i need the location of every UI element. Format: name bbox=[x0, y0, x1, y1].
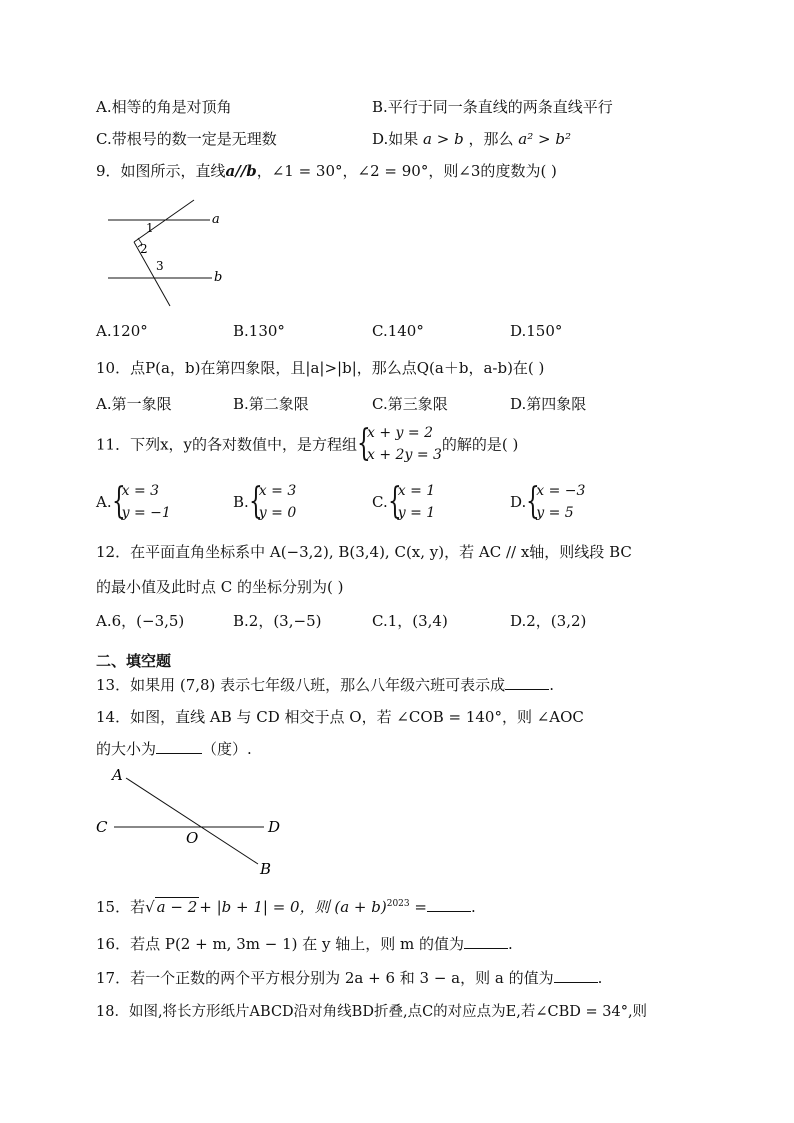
q9-option-b: B.130° bbox=[233, 322, 285, 340]
q15-radicand: a − 2 bbox=[156, 898, 198, 916]
q8-option-b: B.平行于同一条直线的两条直线平行 bbox=[372, 98, 613, 116]
q10-stem: 10．点P(a，b)在第四象限，且|a|>|b|，那么点Q(a＋b，a-b)在( ) bbox=[96, 359, 545, 377]
q15-mid: + |b + 1| = 0，则 (a + b) bbox=[199, 898, 387, 916]
q11-stem bbox=[96, 422, 518, 466]
q9-option-c: C.140° bbox=[372, 322, 424, 340]
q11-option-d: D. { x = −3 y = 5 bbox=[510, 481, 586, 522]
q11-eq2: x + 2y = 3 bbox=[367, 447, 442, 463]
q18-stem: 18．如图,将长方形纸片ABCD沿对角线BD折叠,点C的对应点为E,若∠CBD = 34°,则 bbox=[96, 1004, 648, 1020]
q11-eq1: x + y = 2 bbox=[367, 425, 434, 441]
q16 bbox=[96, 933, 513, 954]
q10-option-a: A.第一象限 bbox=[96, 395, 172, 413]
q9-label-b: b bbox=[214, 270, 223, 285]
q13-stem: 13．如果用 (7,8) 表示七年级八班，那么八年级六班可表示成 bbox=[96, 676, 506, 694]
q8-option-d-res: a² > b² bbox=[518, 130, 571, 148]
q17-answer-blank[interactable] bbox=[554, 968, 598, 983]
q9-figure bbox=[100, 192, 240, 310]
q11-stem-post: 的解的是( ) bbox=[441, 435, 519, 454]
q8-option-c: C.带根号的数一定是无理数 bbox=[96, 130, 277, 148]
q14-line2 bbox=[96, 738, 252, 759]
q9-label-a: a bbox=[212, 212, 220, 227]
q15-answer-blank[interactable] bbox=[427, 897, 471, 912]
q10-option-b: B.第二象限 bbox=[233, 395, 309, 413]
q16-end: . bbox=[508, 935, 513, 953]
q17 bbox=[96, 967, 602, 988]
q9-stem bbox=[96, 160, 557, 181]
section-title-fill-in: 二、填空题 bbox=[96, 652, 172, 670]
q14-figure bbox=[92, 764, 292, 880]
q15-end: . bbox=[470, 898, 476, 916]
q14-answer-blank[interactable] bbox=[156, 739, 202, 754]
q9-transversal-1 bbox=[134, 200, 194, 242]
q12-option-d: D.2，(3,2) bbox=[510, 612, 587, 630]
q14-label-c: C bbox=[96, 818, 108, 836]
q8-option-d bbox=[372, 128, 571, 149]
q15-sqrt-sign: √ bbox=[145, 898, 155, 916]
q16-stem: 16．若点 P(2 + m, 3m − 1) 在 y 轴上，则 m 的值为 bbox=[96, 935, 465, 953]
q8-option-d-pre: D.如果 bbox=[372, 130, 419, 148]
q14-label-d: D bbox=[268, 818, 281, 836]
q13 bbox=[96, 674, 554, 695]
q10-option-d: D.第四象限 bbox=[510, 395, 587, 413]
q11-option-a: A. { x = 3 y = −1 bbox=[96, 481, 171, 522]
q14-line1: 14．如图，直线 AB 与 CD 相交于点 O，若 ∠COB = 140°，则 ∠AOC bbox=[96, 708, 584, 726]
q11-option-b: B. { x = 3 y = 0 bbox=[233, 481, 297, 522]
q11-option-c: C. { x = 1 y = 1 bbox=[372, 481, 436, 522]
q14-label-o: O bbox=[186, 829, 199, 847]
q11-equation-system: { x + y = 2 x + 2y = 3 bbox=[357, 423, 442, 464]
q15-post: = bbox=[409, 898, 427, 916]
q14-line2-post: （度）. bbox=[202, 740, 252, 758]
q14-label-b: B bbox=[260, 860, 272, 878]
q12-option-b: B.2，(3,−5) bbox=[233, 612, 322, 630]
q11-stem-pre: 11．下列x，y的各对数值中，是方程组 bbox=[96, 435, 358, 454]
q8-option-d-mid: ，那么 bbox=[468, 130, 514, 148]
q9-label-1: 1 bbox=[146, 221, 154, 235]
q12-option-a: A.6，(−3,5) bbox=[96, 612, 185, 630]
q12-option-c: C.1，(3,4) bbox=[372, 612, 448, 630]
q12-line2: 的最小值及此时点 C 的坐标分别为( ) bbox=[96, 578, 344, 596]
q8-option-a: A.相等的角是对顶角 bbox=[96, 98, 232, 116]
q10-option-c: C.第三象限 bbox=[372, 395, 448, 413]
q15-exponent: 2023 bbox=[386, 899, 410, 909]
q14-label-a: A bbox=[112, 766, 123, 784]
q13-answer-blank[interactable] bbox=[505, 675, 549, 690]
q9-label-2: 2 bbox=[140, 242, 148, 256]
q13-end: . bbox=[549, 676, 554, 694]
q9-option-a: A.120° bbox=[96, 322, 148, 340]
q9-stem-pre: 9．如图所示，直线 bbox=[96, 162, 226, 180]
q14-line-ab bbox=[126, 778, 258, 864]
q14-line2-pre: 的大小为 bbox=[96, 740, 157, 758]
q17-end: . bbox=[597, 969, 603, 987]
q12-line1: 12．在平面直角坐标系中 A(−3,2), B(3,4), C(x, y)，若 AC // x轴，则线段 BC bbox=[96, 543, 632, 561]
q16-answer-blank[interactable] bbox=[464, 934, 508, 949]
q8-option-d-cond: a > b bbox=[423, 130, 464, 148]
q15-pre: 15．若 bbox=[96, 898, 146, 916]
q9-stem-mid: ，∠1 = 30°，∠2 = 90°，则∠3的度数为( ) bbox=[256, 162, 557, 180]
q9-label-3: 3 bbox=[156, 259, 164, 273]
q9-stem-ab: a//b bbox=[225, 162, 257, 180]
q15 bbox=[96, 896, 476, 917]
q9-option-d: D.150° bbox=[510, 322, 563, 340]
q17-stem: 17．若一个正数的两个平方根分别为 2a + 6 和 3 − a，则 a 的值为 bbox=[96, 969, 554, 987]
